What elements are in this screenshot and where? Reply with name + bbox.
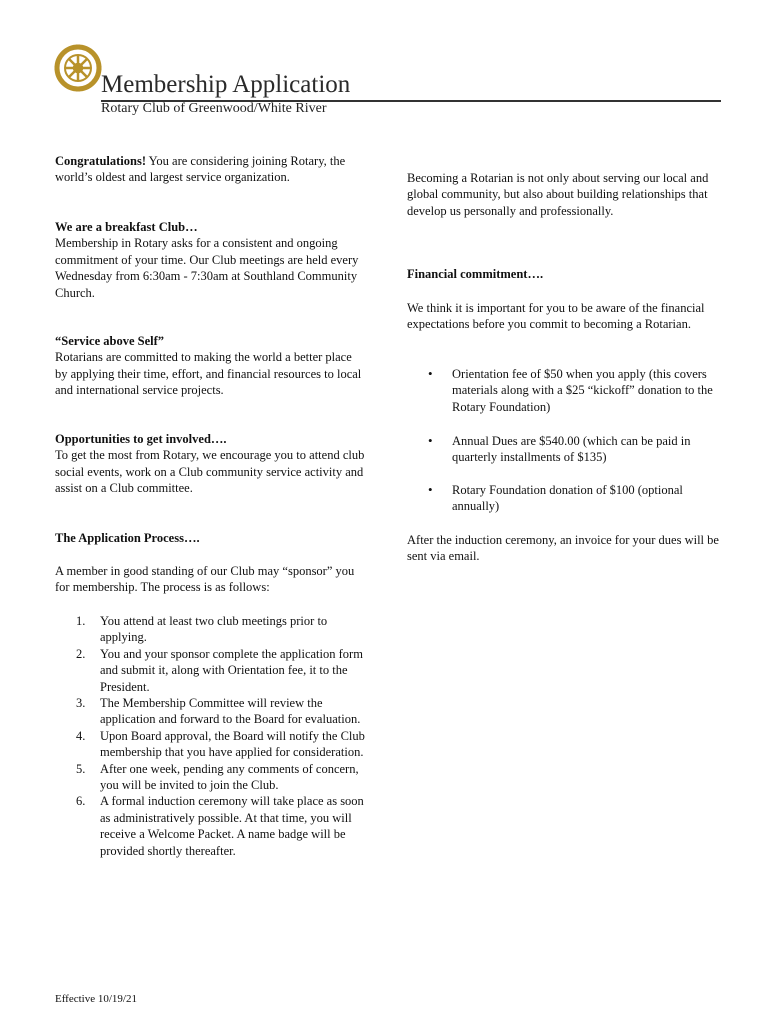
financial-heading: Financial commitment…. xyxy=(407,267,544,281)
opportunities-section xyxy=(55,431,367,497)
financial-heading-block xyxy=(407,266,723,282)
list-item xyxy=(407,482,723,515)
step-text: You and your sponsor complete the application form and submit it, along with Orientation fee, it to the President. xyxy=(100,646,363,694)
step-text: You attend at least two club meetings prior to applying. xyxy=(100,614,328,645)
list-item xyxy=(55,695,367,728)
bullet-text: Orientation fee of $50 when you apply (this covers materials along with a $25 “kickoff” donation to the Rotary Foundation) xyxy=(452,367,713,414)
list-item xyxy=(55,761,367,794)
process-heading: The Application Process…. xyxy=(55,531,200,545)
congratulations-text: You are considering joining Rotary, the world’s oldest and largest service organization. xyxy=(55,154,346,185)
list-item xyxy=(55,613,367,646)
breakfast-text: Membership in Rotary asks for a consistent and ongoing commitment of your time. Our Club meetings are held every Wednesday from 6:30am - 7:30am at Southland Community Church. xyxy=(55,236,359,300)
opportunities-text: To get the most from Rotary, we encourage you to attend club social events, work on a Club community service activity and assist on a Club committee. xyxy=(55,448,365,496)
bullet-icon: • xyxy=(428,433,433,448)
effective-date: Effective 10/19/21 xyxy=(55,993,137,1005)
opportunities-heading: Opportunities to get involved…. xyxy=(55,432,227,446)
becoming-rotarian-text: Becoming a Rotarian is not only about serving our local and global community, but also about building relationships that develop us personally and professionally. xyxy=(407,171,709,218)
step-text: A formal induction ceremony will take place as soon as administratively possible. At that time, you will receive a Welcome Packet. A name badge will be provided shortly thereafter. xyxy=(100,794,364,858)
step-number: 2. xyxy=(76,646,86,661)
list-item xyxy=(55,793,367,859)
list-item xyxy=(407,366,723,415)
list-item xyxy=(55,646,367,695)
page-title: Membership Application xyxy=(101,70,721,102)
bullet-icon: • xyxy=(428,366,433,381)
step-text: Upon Board approval, the Board will notify the Club membership that you have applied for consideration. xyxy=(100,728,365,760)
step-number: 5. xyxy=(76,761,86,776)
step-number: 4. xyxy=(76,728,86,743)
after-induction-text: After the induction ceremony, an invoice for your dues will be sent via email. xyxy=(407,533,719,564)
bullet-text: Rotary Foundation donation of $100 (optional annually) xyxy=(452,483,683,514)
bullet-icon: • xyxy=(428,482,433,497)
step-text: The Membership Committee will review the application and forward to the Board for evaluation. xyxy=(100,696,361,727)
financial-bullets xyxy=(407,482,723,515)
list-item xyxy=(407,433,723,466)
financial-bullets xyxy=(407,366,723,415)
service-section xyxy=(55,333,367,399)
step-text: After one week, pending any comments of concern, you will be invited to join the Club. xyxy=(100,761,359,793)
breakfast-section xyxy=(55,219,367,301)
breakfast-heading: We are a breakfast Club… xyxy=(55,220,198,234)
financial-bullets xyxy=(407,433,723,466)
step-number: 3. xyxy=(76,696,86,711)
step-number: 6. xyxy=(76,794,86,809)
rotary-wheel-icon xyxy=(54,44,102,92)
service-heading: “Service above Self” xyxy=(55,334,165,348)
process-heading-block xyxy=(55,530,367,546)
step-number: 1. xyxy=(76,614,86,628)
service-text: Rotarians are committed to making the world a better place by applying their time, effort, and financial resources to local and international service projects. xyxy=(55,350,362,398)
financial-intro: We think it is important for you to be aware of the financial expectations before you commit to becoming a Rotarian. xyxy=(407,301,705,332)
list-item xyxy=(55,728,367,761)
congratulations-paragraph xyxy=(55,153,367,186)
bullet-text: Annual Dues are $540.00 (which can be paid in quarterly installments of $135) xyxy=(452,434,691,465)
process-intro: A member in good standing of our Club may “sponsor” you for membership. The process is as follows: xyxy=(55,564,355,595)
process-steps xyxy=(55,613,367,859)
congratulations-lead: Congratulations! xyxy=(55,154,146,168)
club-name: Rotary Club of Greenwood/White River xyxy=(101,101,327,116)
